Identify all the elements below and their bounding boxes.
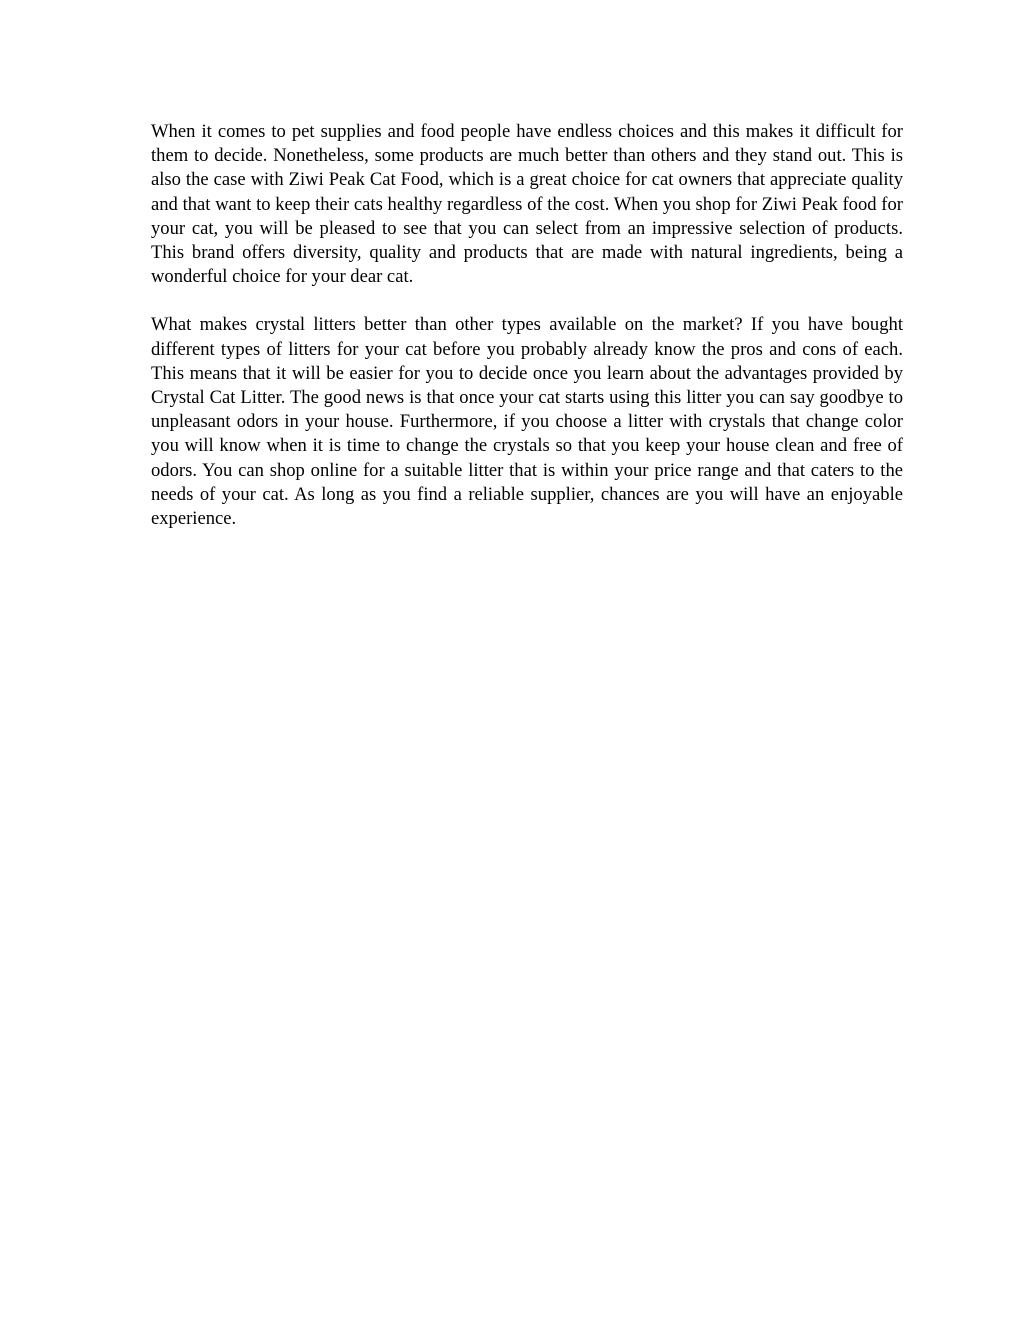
paragraph-ziwi-peak-cat-food: When it comes to pet supplies and food people have endless choices and this makes it difficult for them to decide. Nonetheless, some products are much better than others and they stand out. This is also the case with Ziwi Peak Cat Food, which is a great choice for cat owners that appreciate quality and that want to keep their cats healthy regardless of the cost. When you shop for Ziwi Peak food for your cat, you will be pleased to see that you can select from an impressive selection of products. This brand offers diversity, quality and products that are made with natural ingredients, being a wonderful choice for your dear cat. [151, 121, 903, 288]
document-body [151, 120, 903, 555]
paragraph-crystal-cat-litter: What makes crystal litters better than other types available on the market? If you have bought different types of litters for your cat before you probably already know the pros and cons of each. This means that it will be easier for you to decide once you learn about the advantages provided by Crystal Cat Litter. The good news is that once your cat starts using this litter you can say goodbye to unpleasant odors in your house. Furthermore, if you choose a litter with crystals that change color you will know when it is time to change the crystals so that you keep your house clean and free of odors. You can shop online for a suitable litter that is within your price range and that caters to the needs of your cat. As long as you find a reliable supplier, chances are you will have an enjoyable experience. [151, 314, 903, 530]
